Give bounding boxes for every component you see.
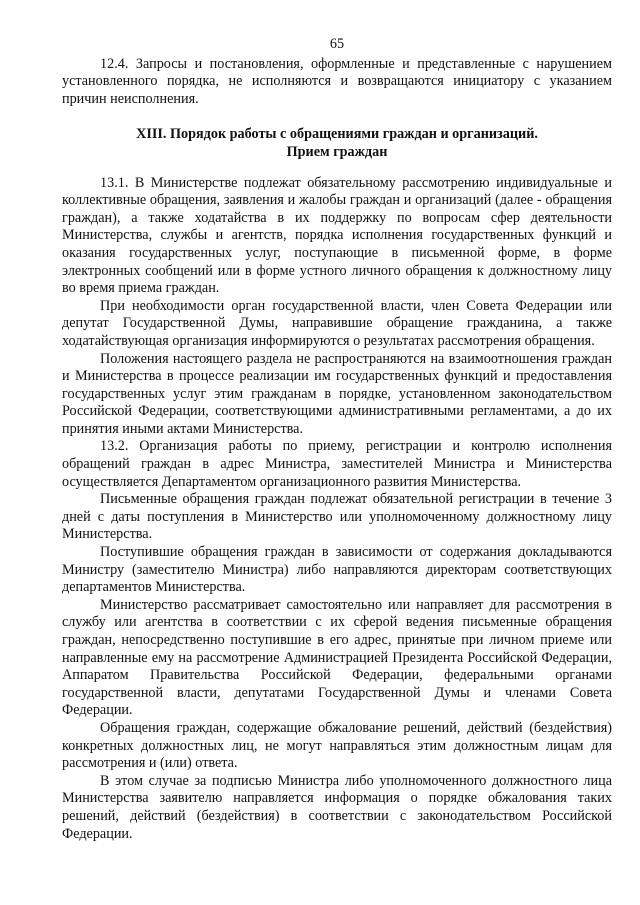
paragraph-review: Министерство рассматривает самостоятельно или направляет для рассмотрения в службу или агентства в соответствии с их сферой ведения письменные обращения граждан, непосредственно поступившие в его адрес, принятые при личном приеме или направленные ему на рассмотрение Администрацией Президента Российской Федерации, Аппаратом Правительства Российской Федерации, федеральными органами государственной власти, депутатами Государственной Думы и членами Совета Федерации. (62, 596, 612, 719)
paragraph-13-2: 13.2. Организация работы по приему, регистрации и контролю исполнения обращений граждан в адрес Министра, заместителей Министра и Министерства осуществляется Департаментом организационного развития Министерства. (62, 438, 612, 490)
section-title-line-2: Прием граждан (286, 143, 388, 160)
paragraph-scope: Положения настоящего раздела не распространяются на взаимоотношения граждан и Министерства в процессе реализации им государственных функций и предоставления государственных услуг этим гражданам в порядке, установленном законодательством Российской Федерации, соответствующими административными регламентами, а до их принятия иными актами Министерства. (62, 350, 612, 437)
paragraph-reporting: Поступившие обращения граждан в зависимости от содержания докладываются Министру (заместителю Министра) либо направляются директорам соответствующих департаментов Министерства. (62, 544, 612, 596)
paragraph-13-1: 13.1. В Министерстве подлежат обязательному рассмотрению индивидуальные и коллективные обращения, заявления и жалобы граждан и организаций (далее - обращения граждан), а также ходатайства в их поддержку по вопросам сфер деятельности Министерства, службы и агентств, порядка исполнения государственных функций и оказания государственных услуг, поступающие в письменной форме, в форме электронных сообщений или в форме устного личного обращения к должностному лицу во время приема граждан. (62, 174, 612, 297)
paragraph-registration: Письменные обращения граждан подлежат обязательной регистрации в течение 3 дней с даты поступления в Министерство или уполномоченному должностному лицу Министерства. (62, 491, 612, 543)
document-page (62, 36, 612, 843)
page-number: 65 (329, 36, 345, 52)
section-title (62, 126, 612, 161)
section-title-line-1: XIII. Порядок работы с обращениями граждан и организаций. (136, 126, 538, 143)
paragraph-12-4: 12.4. Запросы и постановления, оформленные и представленные с нарушением установленного порядка, не исполняются и возвращаются инициатору с указанием причин неисполнения. (62, 55, 612, 107)
paragraph-notification: При необходимости орган государственной власти, член Совета Федерации или депутат Государственной Думы, направившие обращение гражданина, а также ходатайствующая организация информируются о результатах рассмотрения обращения. (62, 297, 612, 349)
paragraph-appeal-info: В этом случае за подписью Министра либо уполномоченного должностного лица Министерства заявителю направляется информация о порядке обжалования таких решений, действий (бездействия) в соответствии с законодательством Российской Федерации. (62, 772, 612, 842)
paragraph-appeals: Обращения граждан, содержащие обжалование решений, действий (бездействия) конкретных должностных лиц, не могут направляться этим должностным лицам для рассмотрения и (или) ответа. (62, 719, 612, 772)
